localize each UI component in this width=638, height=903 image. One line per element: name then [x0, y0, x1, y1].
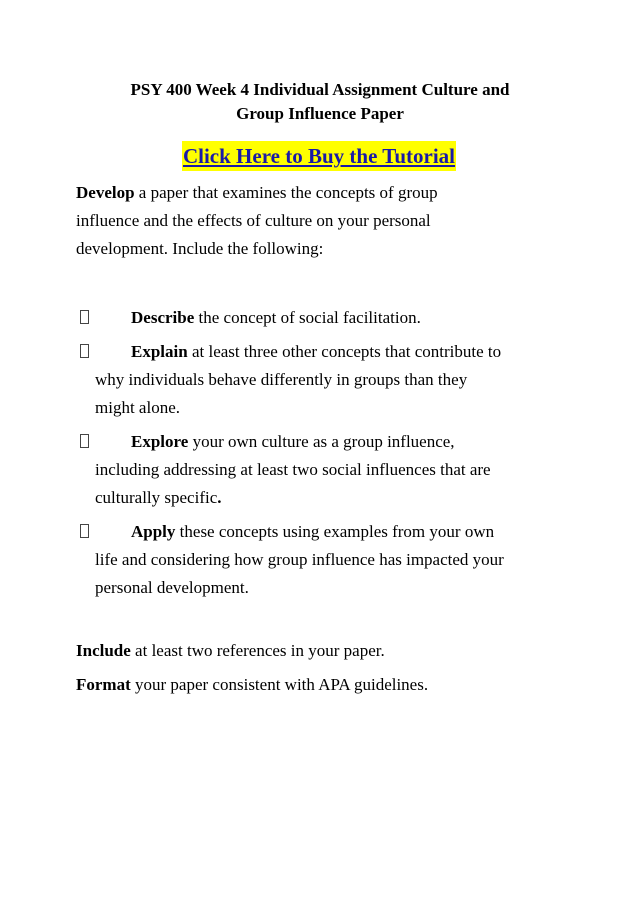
bullet-last-line: culturally specific: [95, 488, 218, 507]
closing-section: [76, 637, 576, 705]
bullet-text: the concept of social facilitation.: [194, 308, 421, 327]
list-item: [76, 304, 576, 332]
missing-glyph-box-icon: [80, 310, 89, 324]
bullet-text: at least three other concepts that contribute to: [187, 342, 502, 361]
format-text: your paper consistent with APA guidelines.: [130, 675, 429, 694]
format-lead-word: Format: [76, 675, 131, 694]
intro-line-3: development. Include the following:: [76, 239, 324, 258]
buy-tutorial-link[interactable]: Click Here to Buy the Tutorial: [182, 141, 456, 171]
title-line-1: PSY 400 Week 4 Individual Assignment Culture and: [130, 80, 510, 99]
intro-line-2: influence and the effects of culture on your personal: [76, 211, 431, 230]
bullet-continuation: why individuals behave differently in groups than they: [95, 370, 468, 389]
include-paragraph: [76, 637, 576, 665]
missing-glyph-box-icon: [80, 344, 89, 358]
format-paragraph: [76, 671, 576, 699]
include-text: at least two references in your paper.: [130, 641, 385, 660]
buy-link-container: [0, 141, 638, 171]
missing-glyph-box-icon: [80, 434, 89, 448]
bullet-continuation: life and considering how group influence has impacted your: [95, 550, 504, 569]
list-item: [76, 338, 576, 422]
bullet-lead-word: Describe: [131, 308, 195, 327]
intro-paragraph: [76, 179, 546, 263]
list-item: [76, 428, 576, 512]
bullet-continuation: [76, 484, 576, 512]
bullet-continuation: personal development.: [95, 578, 249, 597]
bullet-text: these concepts using examples from your own: [175, 522, 495, 541]
document-title: [78, 78, 562, 126]
bullet-lead-word: Apply: [131, 522, 176, 541]
bullet-continuation: might alone.: [95, 398, 180, 417]
include-lead-word: Include: [76, 641, 131, 660]
bullet-lead-word: Explain: [131, 342, 188, 361]
bullet-lead-word: Explore: [131, 432, 189, 451]
missing-glyph-box-icon: [80, 524, 89, 538]
list-item: [76, 518, 576, 602]
bullet-continuation: including addressing at least two social influences that are: [95, 460, 491, 479]
requirements-list: [76, 304, 576, 608]
title-line-2: Group Influence Paper: [236, 104, 404, 123]
intro-lead-word: Develop: [76, 183, 135, 202]
bullet-last-line-end: .: [217, 488, 222, 507]
intro-line-1-rest: a paper that examines the concepts of group: [134, 183, 438, 202]
intro-line-1: [76, 179, 546, 207]
bullet-text: your own culture as a group influence,: [188, 432, 455, 451]
